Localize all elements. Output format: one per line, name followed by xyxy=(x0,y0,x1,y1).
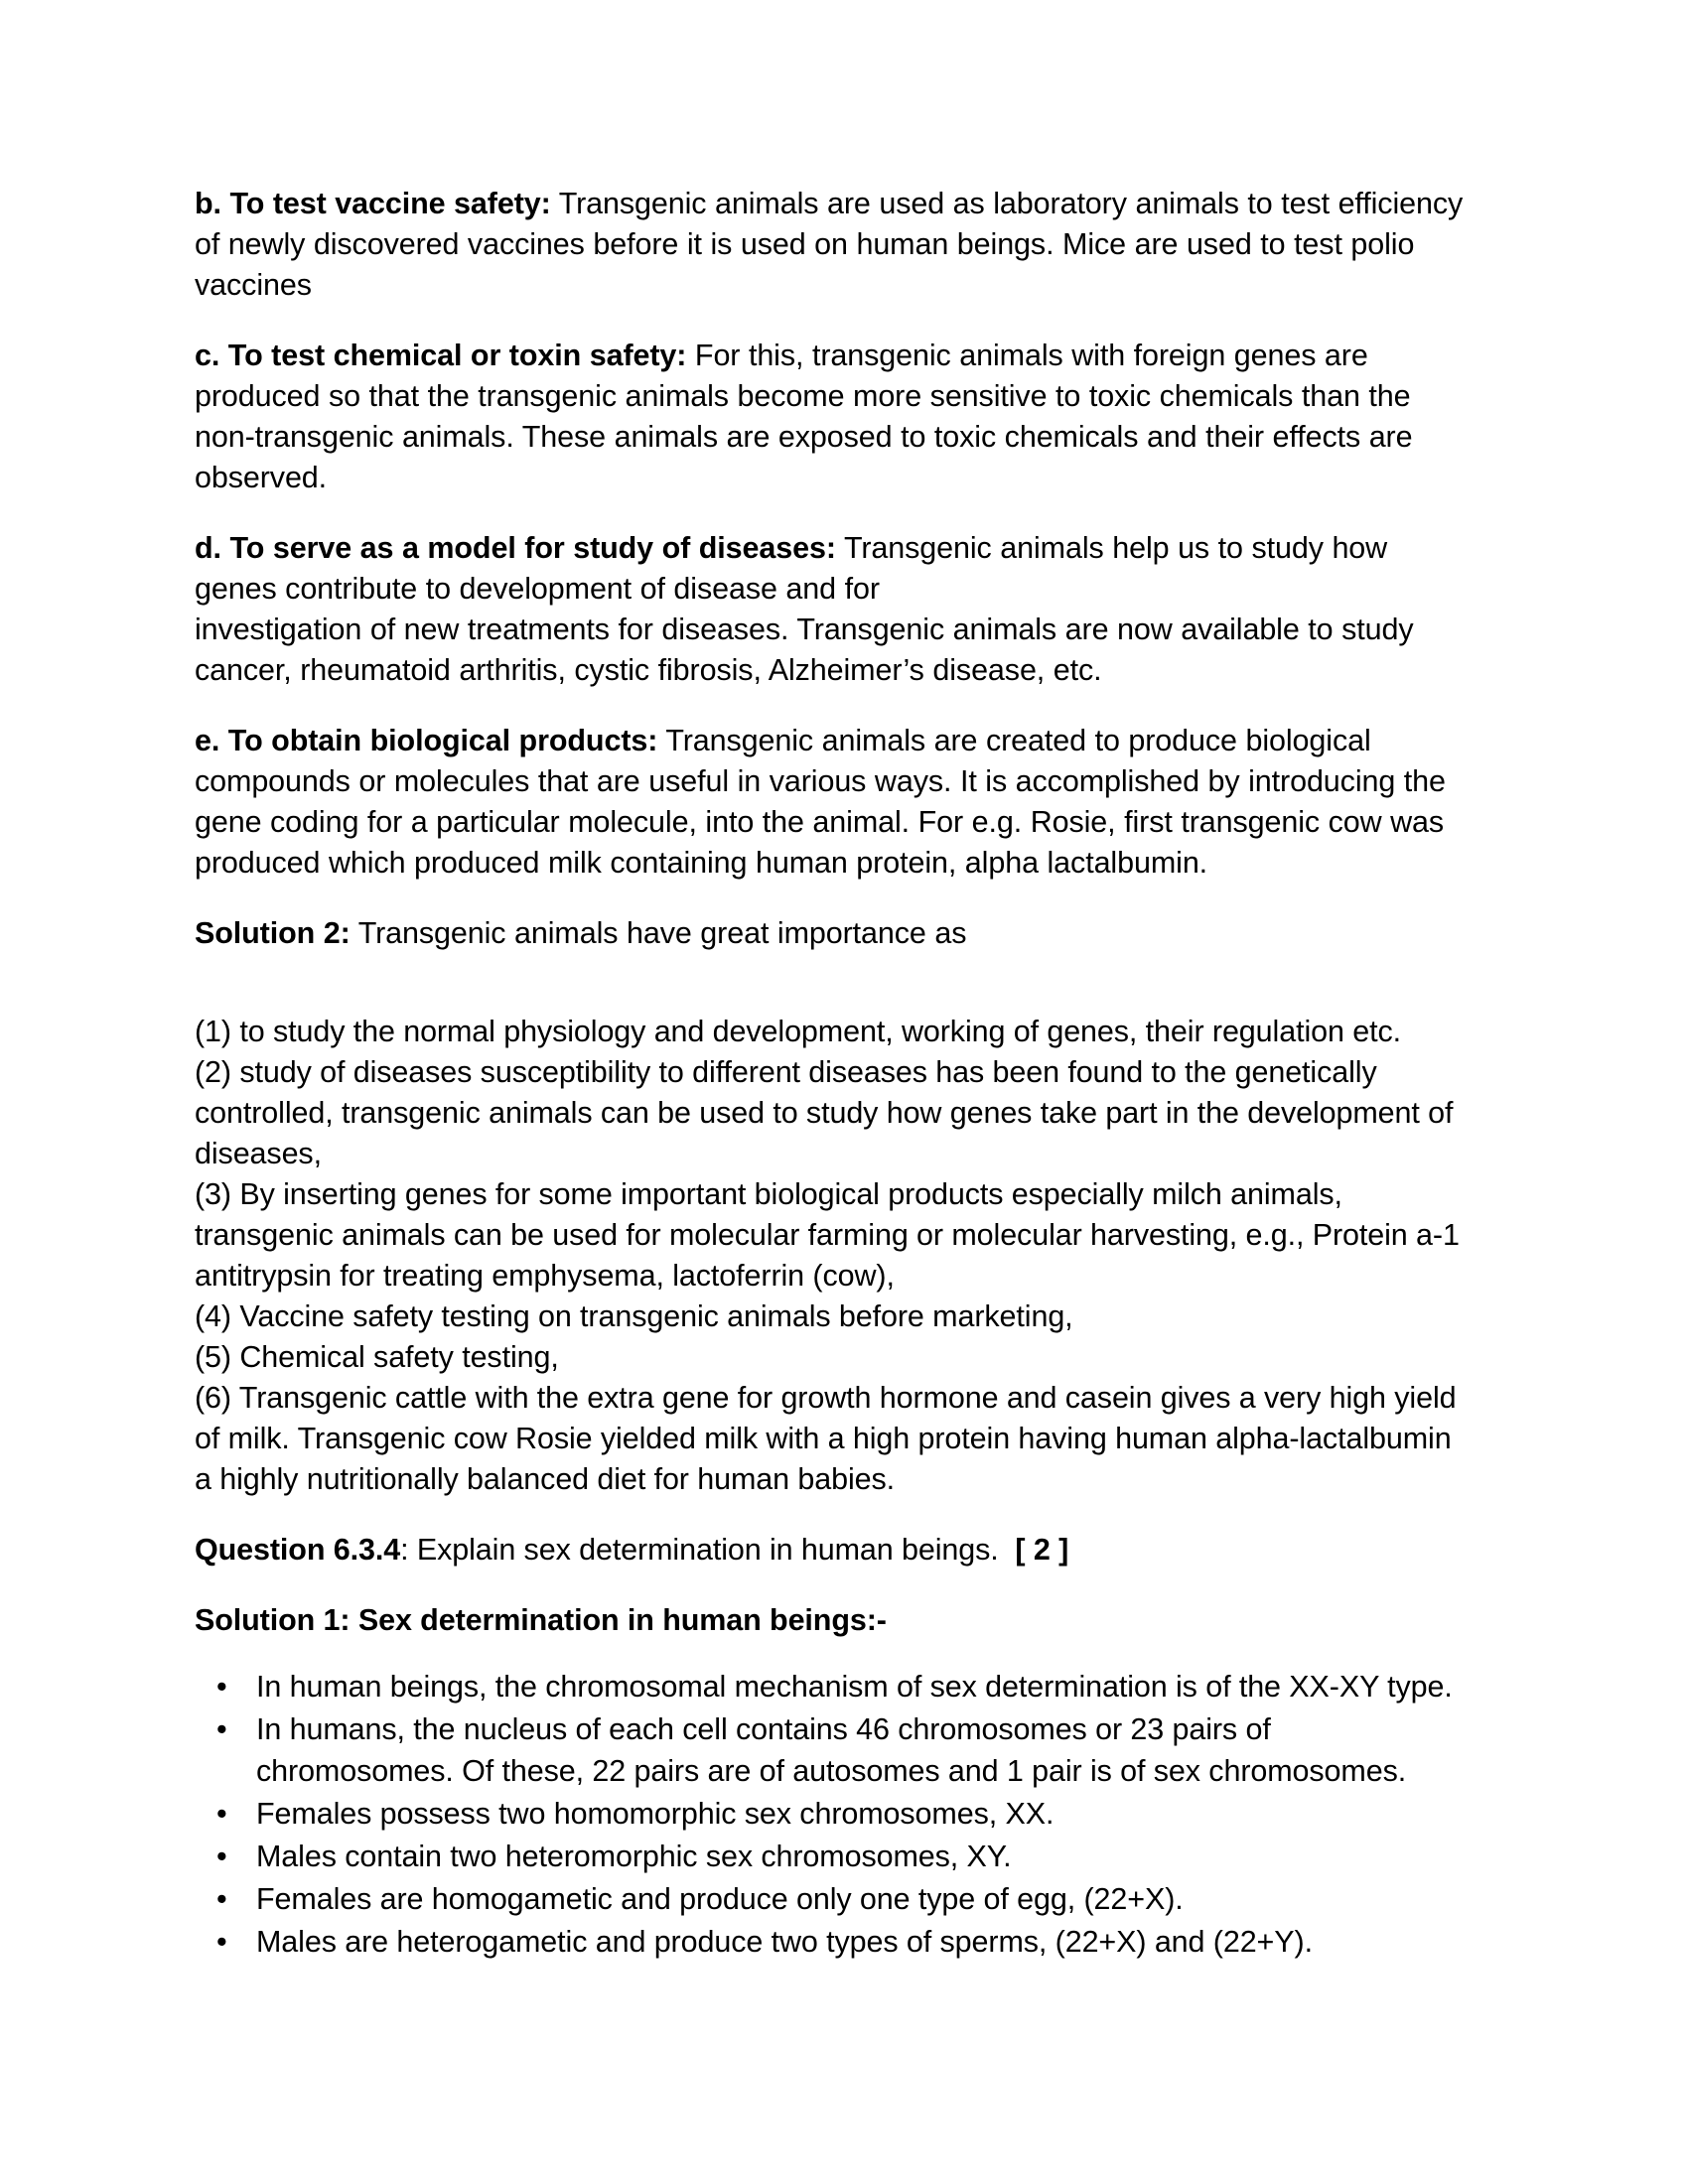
list-item-text: In humans, the nucleus of each cell contains 46 chromosomes or 23 pairs of chromosomes. Of these, 22 pairs are of autosomes and 1 pair is of sex chromosomes. xyxy=(256,1712,1407,1788)
list-item-text: In human beings, the chromosomal mechanism of sex determination is of the XX-XY type. xyxy=(256,1670,1453,1705)
paragraph-item-e-lead: e. To obtain biological products: xyxy=(195,724,658,758)
paragraph-item-d-body-line1: Transgenic animals help us to study how genes contribute to development of disease and for xyxy=(195,531,1388,607)
list-item-text: Females are homogametic and produce only one type of egg, (22+X). xyxy=(256,1881,1184,1916)
question-text: Explain sex determination in human beings. xyxy=(416,1533,999,1568)
paragraph-item-d-body-line2: investigation of new treatments for diseases. Transgenic animals are now available to study cancer, rheumatoid arthritis, cystic fibrosis, Alzheimer’s disease, etc. xyxy=(195,613,1414,688)
paragraph-item-c-lead: c. To test chemical or toxin safety: xyxy=(195,339,687,373)
list-item xyxy=(195,1879,1476,1920)
list-item xyxy=(195,1667,1476,1707)
paragraph-item-c-body: For this, transgenic animals with foreign genes are produced so that the transgenic animals become more sensitive to toxic chemicals than the non-transgenic animals. These animals are exposed to toxic chemicals and their effects are observed. xyxy=(195,339,1413,495)
solution-2-intro-text: Transgenic animals have great importance as xyxy=(350,916,967,951)
solution-2-list-item: (6) Transgenic cattle with the extra gene for growth hormone and casein gives a very high yield of milk. Transgenic cow Rosie yielded milk with a high protein having human alpha-lactalbumin a highly nutritionally balanced diet for human babies. xyxy=(195,1381,1457,1497)
paragraph-item-b-body: Transgenic animals are used as laboratory animals to test efficiency of newly discovered vaccines before it is used on human beings. Mice are used to test polio vaccines xyxy=(195,187,1464,303)
paragraph-item-d-lead: d. To serve as a model for study of diseases: xyxy=(195,531,836,566)
solution-2-list-item: (2) study of diseases susceptibility to different diseases has been found to the genetically controlled, transgenic animals can be used to study how genes take part in the development of diseases, xyxy=(195,1055,1454,1171)
solution-2-intro xyxy=(195,913,1476,954)
list-item-text: Males contain two heteromorphic sex chromosomes, XY. xyxy=(256,1839,1012,1873)
question-separator: : xyxy=(400,1533,417,1568)
list-item xyxy=(195,1794,1476,1835)
question-heading xyxy=(195,1530,1476,1570)
document-content xyxy=(195,184,1476,1965)
bullet-icon: • xyxy=(216,1839,227,1873)
list-item xyxy=(195,1709,1476,1791)
solution-2-list-item: (1) to study the normal physiology and development, working of genes, their regulation etc. xyxy=(195,1015,1401,1049)
bullet-icon: • xyxy=(216,1712,227,1747)
solution-2-list-item: (4) Vaccine safety testing on transgenic animals before marketing, xyxy=(195,1299,1073,1334)
solution-2-list xyxy=(195,984,1476,1500)
paragraph-item-b xyxy=(195,184,1476,306)
question-marks: [ 2 ] xyxy=(1015,1533,1069,1568)
solution-1-heading: Solution 1: Sex determination in human beings:- xyxy=(195,1603,887,1638)
list-item-text: Females possess two homomorphic sex chromosomes, XX. xyxy=(256,1796,1055,1831)
list-spacer xyxy=(195,984,1476,1012)
solution-2-list-item: (5) Chemical safety testing, xyxy=(195,1340,559,1375)
paragraph-item-e-body: Transgenic animals are created to produce biological compounds or molecules that are useful in various ways. It is accomplished by introducing the gene coding for a particular molecule, into the animal. For e.g. Rosie, first transgenic cow was produced which produced milk containing human protein, alpha lactalbumin. xyxy=(195,724,1446,881)
bullet-icon: • xyxy=(216,1796,227,1831)
list-item xyxy=(195,1837,1476,1877)
solution-2-label: Solution 2: xyxy=(195,916,351,951)
solution-2-list-item: (3) By inserting genes for some important biological products especially milch animals, transgenic animals can be used for molecular farming or molecular harvesting, e.g., Protein a-1 antitrypsin for treating emphysema, lactoferrin (cow), xyxy=(195,1177,1460,1294)
paragraph-item-e xyxy=(195,721,1476,884)
paragraph-item-b-lead: b. To test vaccine safety: xyxy=(195,187,551,220)
bullet-icon: • xyxy=(216,1924,227,1959)
list-item xyxy=(195,1922,1476,1963)
question-number: Question 6.3.4 xyxy=(195,1533,401,1568)
bullet-icon: • xyxy=(216,1670,227,1705)
paragraph-item-d xyxy=(195,528,1476,691)
solution-1-bullet-list xyxy=(195,1667,1476,1962)
bullet-icon: • xyxy=(216,1881,227,1916)
list-item-text: Males are heterogametic and produce two types of sperms, (22+X) and (22+Y). xyxy=(256,1924,1313,1959)
paragraph-item-c xyxy=(195,336,1476,498)
